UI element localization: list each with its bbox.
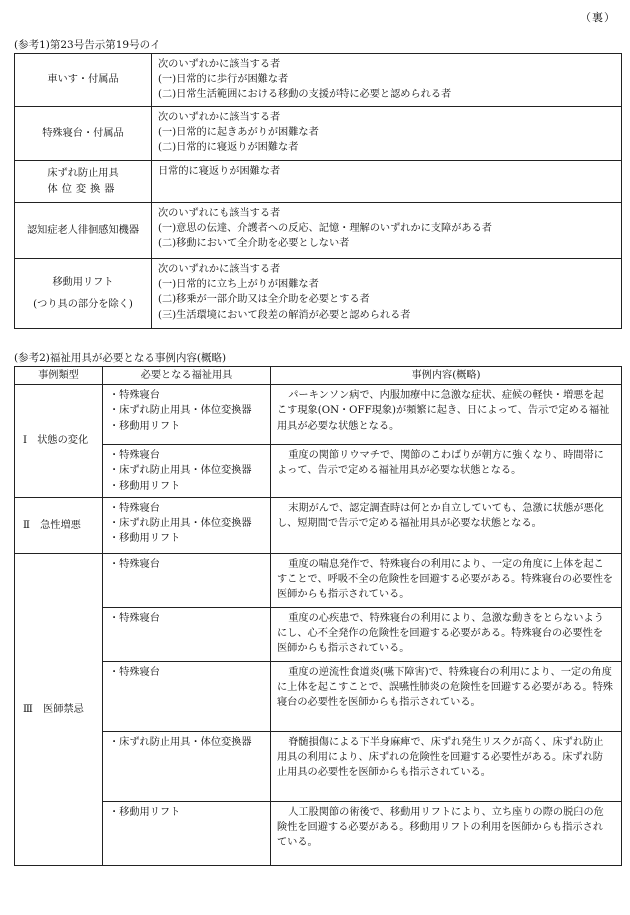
case-type-cell: Ⅱ 急性増悪 — [15, 497, 103, 553]
equipment-item: ・床ずれ防止用具・体位変換器 — [109, 518, 252, 530]
ref1-table — [14, 53, 622, 329]
ref1-key — [15, 203, 152, 259]
criteria-line: 日常的に寝返りが困難な者 — [158, 166, 281, 177]
header-case-type: 事例類型 — [15, 367, 103, 385]
ref1-criteria — [152, 161, 622, 203]
equipment-item: ・特殊寝台 — [109, 558, 160, 570]
ref1-key-line: 体位変換器 — [47, 183, 119, 195]
case-content-cell: 重度の逆流性食道炎(嚥下障害)で、特殊寝台の利用により、一定の角度に上体を起こすことで、誤嚥性肺炎の危険性を回避する必要がある。特殊寝台の必要性を医師からも指示されている。 — [271, 661, 622, 731]
ref1-key-line: 車いす・付属品 — [47, 74, 119, 86]
case-row — [15, 497, 622, 553]
case-row — [15, 385, 622, 445]
equipment-item: ・移動用リフト — [109, 480, 181, 492]
equipment-item: ・移動用リフト — [109, 533, 181, 545]
case-content-cell: 重度の喘息発作で、特殊寝台の利用により、一定の角度に上体を起こすことで、呼吸不全の危険性を回避する必要がある。特殊寝台の必要性を医師からも指示されている。 — [271, 553, 622, 607]
criteria-line: (三)生活環境において段差の解消が必要と認められる者 — [158, 309, 411, 321]
criteria-line: (一)日常的に歩行が困難な者 — [158, 74, 289, 86]
ref1-key — [15, 259, 152, 329]
equipment-cell — [103, 497, 271, 553]
ref1-row-bedsore — [15, 161, 622, 203]
ref1-row-wheelchair — [15, 54, 622, 107]
case-row — [15, 553, 622, 607]
criteria-line: 次のいずれかに該当する者 — [158, 59, 281, 70]
ref1-key-line: (つり具の部分を除く) — [33, 298, 133, 310]
equipment-cell — [103, 661, 271, 731]
ref1-key — [15, 161, 152, 203]
equipment-item: ・移動用リフト — [109, 806, 181, 818]
criteria-line: 次のいずれにも該当する者 — [158, 208, 281, 219]
ref1-row-dementia-sensor — [15, 203, 622, 259]
case-type-cell: Ⅲ 医師禁忌 — [15, 553, 103, 865]
equipment-item: ・床ずれ防止用具・体位変換器 — [109, 405, 252, 417]
ref1-key — [15, 54, 152, 107]
equipment-item: ・特殊寝台 — [109, 450, 160, 462]
equipment-item: ・特殊寝台 — [109, 612, 160, 624]
ref1-key-line: 移動用リフト — [52, 277, 114, 289]
ref1-caption: (参考1)第23号告示第19号のイ — [14, 39, 161, 51]
equipment-item: ・特殊寝台 — [109, 390, 160, 402]
case-content-cell: 重度の心疾患で、特殊寝台の利用により、急激な動きをとらないようにし、心不全発作の危険性を回避する必要がある。特殊寝台の必要性を医師からも指示されている。 — [271, 607, 622, 661]
ref1-criteria — [152, 107, 622, 161]
case-content-cell: 末期がんで、認定調査時は何とか自立していても、急激に状態が悪化し、短期間で告示で定める福祉用具が必要な状態となる。 — [271, 497, 622, 553]
criteria-line: 次のいずれかに該当する者 — [158, 264, 281, 275]
ref2-table — [14, 366, 622, 866]
ref1-key-line: 床ずれ防止用具 — [47, 168, 119, 180]
equipment-cell — [103, 385, 271, 445]
equipment-cell — [103, 801, 271, 865]
case-content-cell: パーキンソン病で、内服加療中に急激な症状、症候の軽快・増悪を起こす現象(ON・OFF現象)が頻繁に起き、日によって、告示で定める福祉用具が必要な状態となる。 — [271, 385, 622, 445]
case-row — [15, 607, 622, 661]
ref1-key-line: 特殊寝台・付属品 — [42, 127, 124, 139]
equipment-item: ・床ずれ防止用具・体位変換器 — [109, 736, 252, 748]
case-type-cell: Ⅰ 状態の変化 — [15, 385, 103, 498]
case-row — [15, 731, 622, 801]
equipment-item: ・移動用リフト — [109, 420, 181, 432]
equipment-cell — [103, 607, 271, 661]
equipment-cell — [103, 445, 271, 498]
ref1-key-line: 認知症老人徘徊感知機器 — [26, 224, 140, 236]
criteria-line: (二)日常生活範囲における移動の支援が特に必要と認められる者 — [158, 89, 452, 101]
case-row — [15, 445, 622, 498]
ref1-row-special-bed — [15, 107, 622, 161]
header-case-content: 事例内容(概略) — [271, 367, 622, 385]
equipment-cell — [103, 553, 271, 607]
ref1-row-lift — [15, 259, 622, 329]
criteria-line: (一)意思の伝達、介護者への反応、記憶・理解のいずれかに支障がある者 — [158, 223, 492, 235]
case-content-cell: 脊髄損傷による下半身麻痺で、床ずれ発生リスクが高く、床ずれ防止用具の利用により、床ずれの危険性を回避する必要性がある。床ずれ防止用具の必要性を医師からも指示されている。 — [271, 731, 622, 801]
ref1-criteria — [152, 203, 622, 259]
ref1-criteria — [152, 259, 622, 329]
equipment-item: ・床ずれ防止用具・体位変換器 — [109, 465, 252, 477]
equipment-item: ・特殊寝台 — [109, 502, 160, 514]
criteria-line: (二)日常的に寝返りが困難な者 — [158, 142, 299, 154]
case-row — [15, 801, 622, 865]
criteria-line: (二)移動において全介助を必要としない者 — [158, 238, 350, 250]
ref2-header-row — [15, 367, 622, 385]
ref2-caption: (参考2)福祉用具が必要となる事例内容(概略) — [14, 352, 227, 364]
criteria-line: (二)移乗が一部介助又は全介助を必要とする者 — [158, 294, 370, 306]
case-row — [15, 661, 622, 731]
case-content-cell: 人工股関節の術後で、移動用リフトにより、立ち座りの際の脱臼の危険性を回避する必要がある。移動用リフトの利用を医師からも指示されている。 — [271, 801, 622, 865]
criteria-line: 次のいずれかに該当する者 — [158, 112, 281, 123]
page-side-mark: （裏） — [580, 11, 616, 24]
criteria-line: (一)日常的に立ち上がりが困難な者 — [158, 279, 319, 291]
case-content-cell: 重度の関節リウマチで、関節のこわばりが朝方に強くなり、時間帯によって、告示で定める福祉用具が必要な状態となる。 — [271, 445, 622, 498]
equipment-item: ・特殊寝台 — [109, 666, 160, 678]
header-equipment: 必要となる福祉用具 — [103, 367, 271, 385]
criteria-line: (一)日常的に起きあがりが困難な者 — [158, 127, 319, 139]
equipment-cell — [103, 731, 271, 801]
ref1-criteria — [152, 54, 622, 107]
ref1-key — [15, 107, 152, 161]
